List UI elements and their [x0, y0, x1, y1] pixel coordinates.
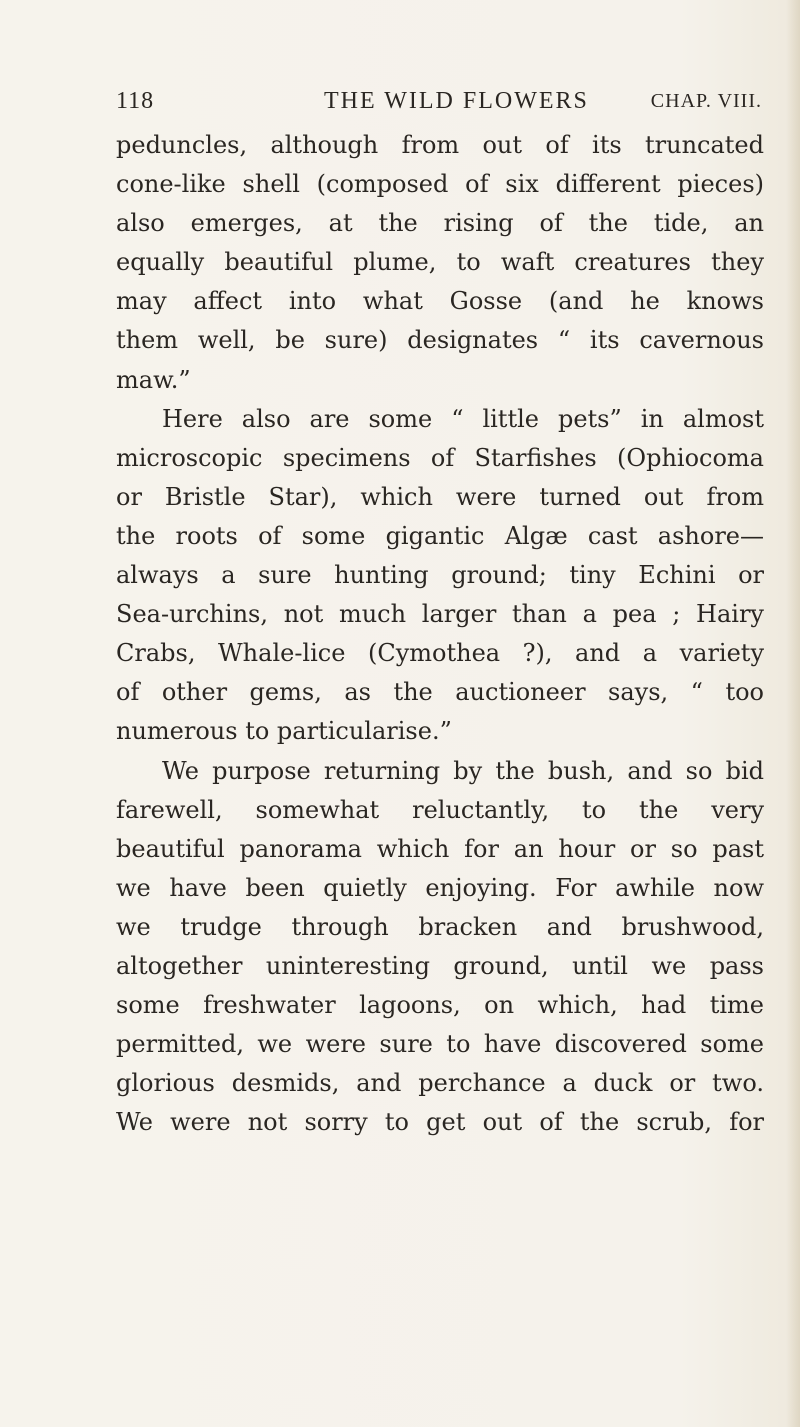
text-line: We were not sorry to get out of the scrub, for [116, 1108, 764, 1137]
text-line: equally beautiful plume, to waft creatures they [116, 248, 764, 277]
text-line: them well, be sure) designates “ its cavernous [116, 326, 764, 355]
text-line: Crabs, Whale-lice (Cymothea ?), and a variety [116, 639, 764, 668]
chapter-reference: CHAP. VIII. [650, 90, 762, 112]
paragraph-start-line: Here also are some “ little pets” in almost [162, 404, 764, 433]
text-line: we have been quietly enjoying. For awhile now [116, 873, 764, 902]
text-line: maw.” [116, 365, 191, 394]
text-line: altogether uninteresting ground, until we pass [116, 951, 764, 980]
paragraph-start-line: We purpose returning by the bush, and so bid [162, 756, 764, 785]
text-line: microscopic specimens of Starfishes (Ophiocoma [116, 443, 764, 472]
text-line: also emerges, at the rising of the tide, an [116, 209, 764, 238]
text-line: Sea-urchins, not much larger than a pea ; Hairy [116, 600, 764, 629]
text-line: beautiful panorama which for an hour or so past [116, 834, 764, 863]
text-line: cone-like shell (composed of six different pieces) [116, 170, 764, 199]
text-line: we trudge through bracken and brushwood, [116, 912, 764, 941]
text-line: permitted, we were sure to have discovered some [116, 1030, 764, 1059]
text-line: of other gems, as the auctioneer says, “ too [116, 678, 764, 707]
text-line: the roots of some gigantic Algæ cast ashore— [116, 521, 764, 550]
page-edge-shading [786, 0, 800, 1427]
text-line: some freshwater lagoons, on which, had time [116, 991, 764, 1020]
text-line: farewell, somewhat reluctantly, to the very [116, 795, 764, 824]
text-line: glorious desmids, and perchance a duck or two. [116, 1069, 764, 1098]
text-line: or Bristle Star), which were turned out from [116, 482, 764, 511]
text-line: numerous to particularise.” [116, 717, 452, 746]
page-number: 118 [116, 88, 155, 114]
running-title: THE WILD FLOWERS [324, 88, 589, 114]
text-line: peduncles, although from out of its truncated [116, 131, 764, 159]
text-line: always a sure hunting ground; tiny Echini or [116, 561, 764, 590]
body-text [116, 126, 764, 1142]
text-line: may affect into what Gosse (and he knows [116, 287, 764, 316]
page-header [116, 88, 762, 118]
